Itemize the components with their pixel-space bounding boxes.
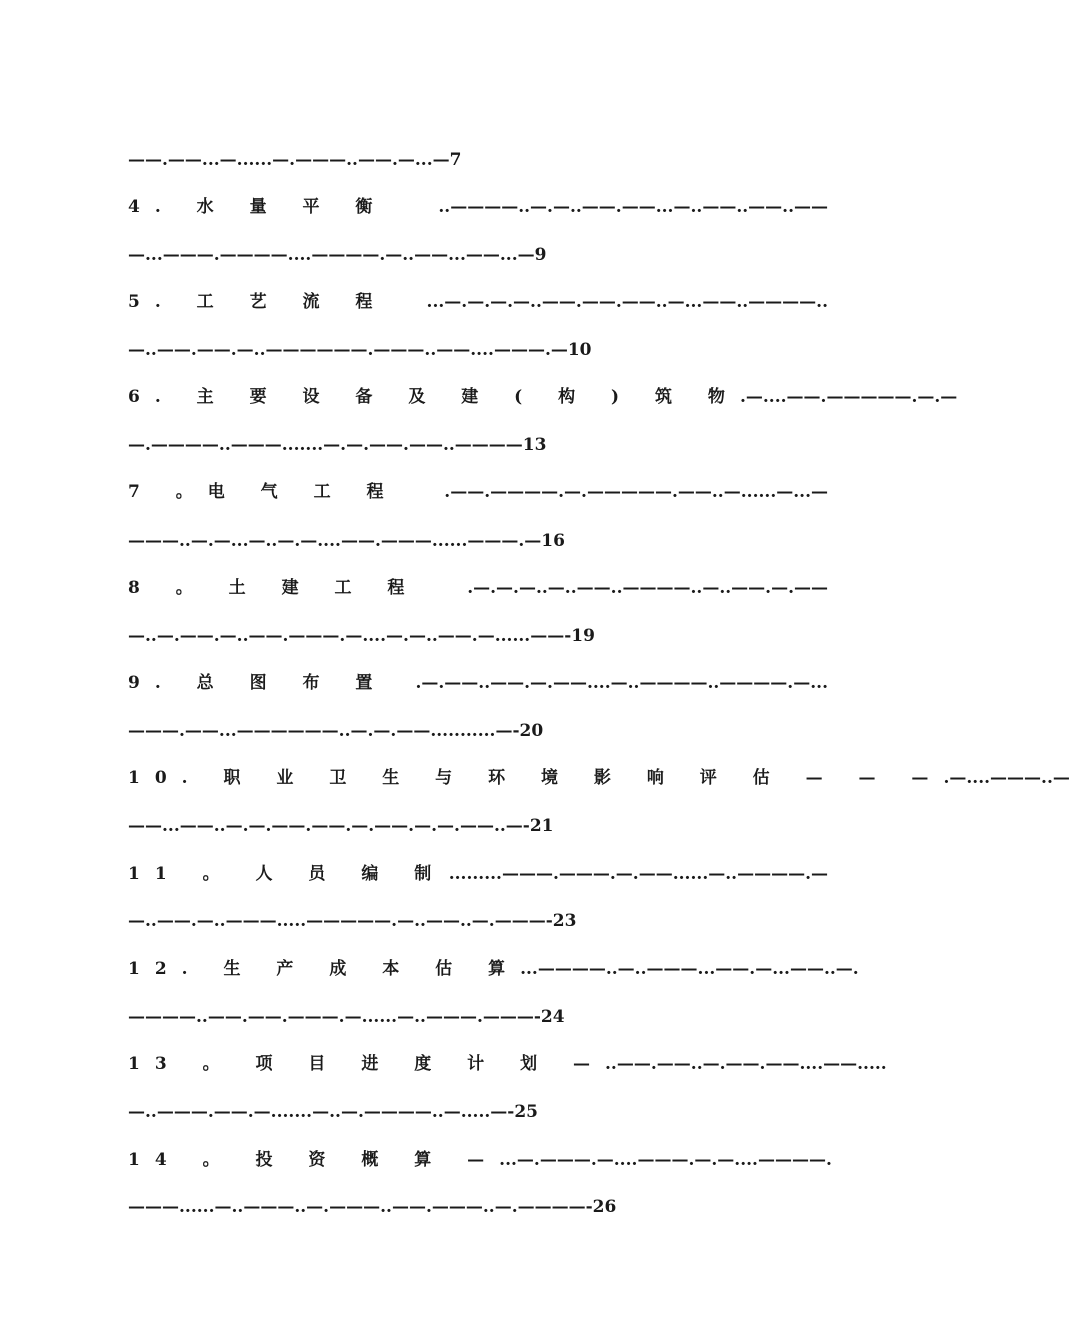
toc-entry-title: 4. 水 量 平 衡	[128, 197, 388, 217]
toc-entry-13[interactable]	[128, 1052, 887, 1076]
toc-entry-10[interactable]	[128, 766, 1070, 790]
toc-entry-title: 11 。 人 员 编 制	[128, 864, 447, 884]
toc-continuation-line: —...———.————....————.—..——...——...—9	[128, 245, 547, 265]
toc-continuation-line: ——.——...—......—.———..——.—...—7	[128, 150, 462, 170]
toc-entry-leader: .........———.———.—.——......—..————.—	[448, 864, 828, 884]
toc-entry-leader: .—.——..——.—.——....—..————..————.—...	[415, 673, 828, 693]
toc-entry-leader: .—.—.—..—..——..————..—..——.—.——	[467, 578, 828, 598]
toc-continuation-line: —..——.—..———.....—————.—..——..—.———-23	[128, 911, 577, 931]
toc-entry-title: 12. 生 产 成 本 估 算	[128, 959, 521, 979]
toc-entry-4[interactable]	[128, 195, 828, 219]
toc-continuation-line: ———.——...——————..—.—.——...........—-20	[128, 721, 544, 741]
toc-continuation-line: ———......—..———..—.———..——.———..—.————-26	[128, 1197, 617, 1217]
toc-entry-6[interactable]	[128, 385, 958, 409]
toc-entry-leader: .——.————.—.—————.——..—......—...—	[444, 482, 828, 502]
toc-entry-leader: .—....———..—	[943, 768, 1070, 788]
toc-continuation-line: ————..——.——.———.—......—..———.———-24	[128, 1007, 565, 1027]
toc-entry-title: 9. 总 图 布 置	[128, 673, 388, 693]
toc-entry-title: 7 。电 气 工 程	[128, 482, 399, 502]
toc-entry-leader: ...—.———.—....———.—.—....————.	[499, 1150, 832, 1170]
toc-entry-11[interactable]	[128, 862, 828, 886]
toc-entry-8[interactable]	[128, 576, 828, 600]
toc-entry-leader: ..——.——..—.——.——....——.....	[605, 1054, 887, 1074]
toc-entry-title: 5. 工 艺 流 程	[128, 292, 388, 312]
toc-entry-title: 10. 职 业 卫 生 与 环 境 影 响 评 估 — — —	[128, 768, 944, 788]
toc-entry-leader: ...————..—..———...——.—...——..—.	[520, 959, 859, 979]
toc-entry-title: 8 。 土 建 工 程	[128, 578, 420, 598]
toc-entry-12[interactable]	[128, 957, 859, 981]
toc-entry-7[interactable]	[128, 480, 828, 504]
toc-entry-5[interactable]	[128, 290, 828, 314]
toc-entry-title: 13 。 项 目 进 度 计 划 —	[128, 1054, 606, 1074]
toc-continuation-line: —..———.——.—.......—..—.————..—.....—-25	[128, 1102, 539, 1122]
toc-entry-14[interactable]	[128, 1148, 832, 1172]
toc-entry-leader: ...—.—.—.—..——.——.——..—...——..————..	[426, 292, 828, 312]
toc-entry-9[interactable]	[128, 671, 828, 695]
toc-continuation-line: ———..—.—...—..—.—....——.———......———.—16	[128, 531, 565, 551]
toc-entry-title: 6. 主 要 设 备 及 建 ( 构 ) 筑 物	[128, 387, 740, 407]
toc-continuation-line: ——...——..—.—.——.——.—.——.—.—.——..—-21	[128, 816, 554, 836]
toc-entry-leader: ..————..—.—..——.——...—..——..——..——	[438, 197, 828, 217]
toc-continuation-line: —.————..———.......—.—.——.——..————13	[128, 435, 547, 455]
toc-entry-leader: .—....——.—————.—.—	[739, 387, 958, 407]
toc-continuation-line: —..—.——.—..——.———.—....—.—..——.—......——-19	[128, 626, 595, 646]
toc-entry-title: 14 。 投 资 概 算 —	[128, 1150, 500, 1170]
toc-continuation-line: —..——.——.—..——————.———..——....———.—10	[128, 340, 592, 360]
